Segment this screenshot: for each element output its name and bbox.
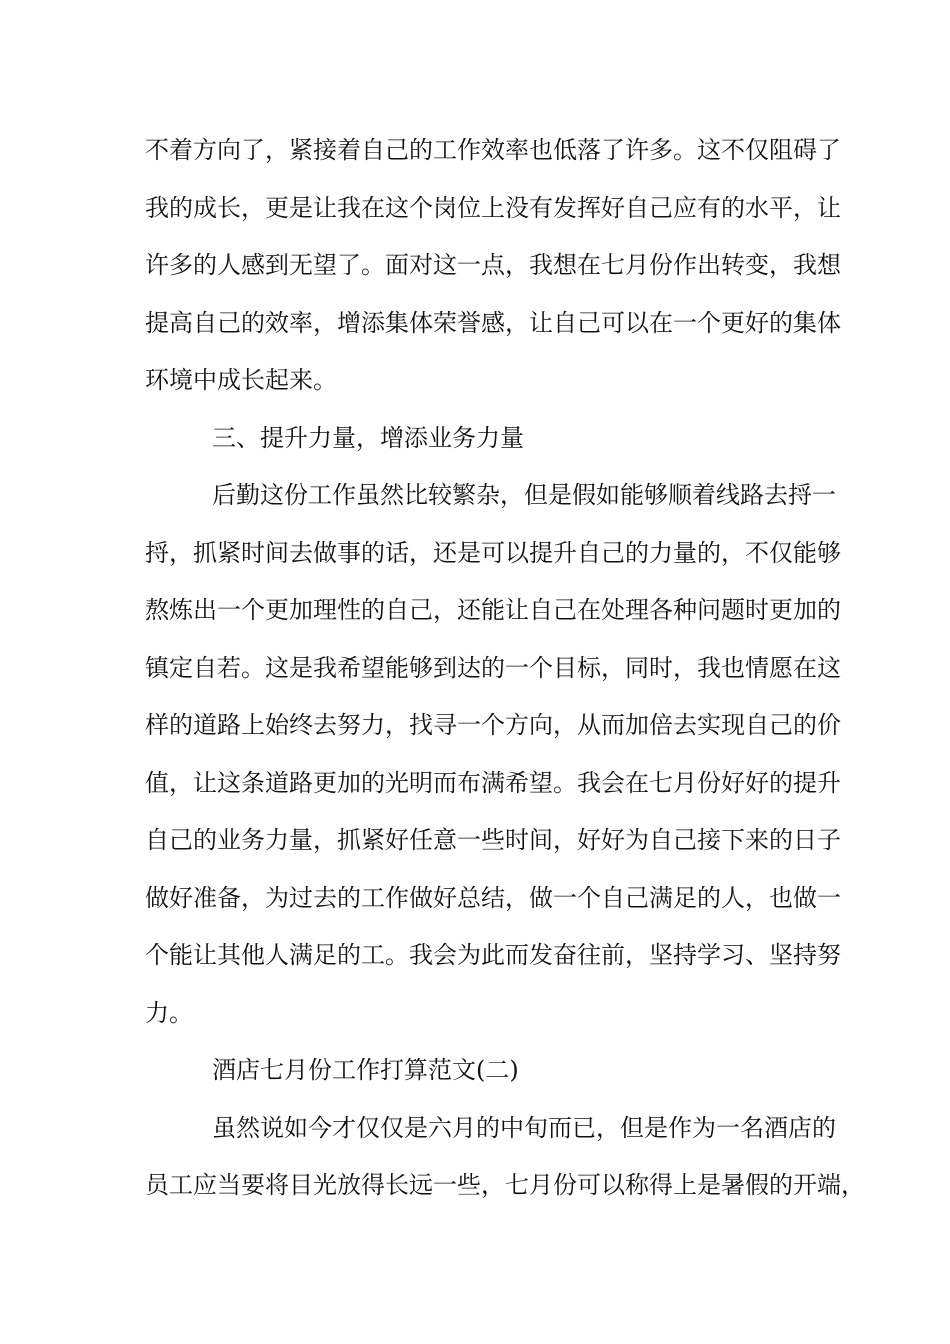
- paragraph-line: 个能让其他人满足的工。我会为此而发奋往前，坚持学习、坚持努: [145, 941, 841, 969]
- paragraph-line: 员工应当要将目光放得长远一些，七月份可以称得上是暑假的开端，: [145, 1171, 865, 1199]
- paragraph-line: 捋，抓紧时间去做事的话，还是可以提升自己的力量的，不仅能够: [145, 539, 841, 567]
- paragraph-line: 镇定自若。这是我希望能够到达的一个目标，同时，我也情愿在这: [145, 654, 841, 682]
- section-heading: 三、提升力量，增添业务力量: [212, 424, 524, 452]
- paragraph-line: 做好准备，为过去的工作做好总结，做一个自己满足的人，也做一: [145, 884, 841, 912]
- paragraph-line: 环境中成长起来。: [145, 366, 337, 394]
- paragraph-line: 虽然说如今才仅仅是六月的中旬而已，但是作为一名酒店的: [212, 1114, 836, 1142]
- paragraph-line: 样的道路上始终去努力，找寻一个方向，从而加倍去实现自己的价: [145, 711, 841, 739]
- paragraph-line: 提高自己的效率，增添集体荣誉感，让自己可以在一个更好的集体: [145, 309, 841, 337]
- paragraph-line: 许多的人感到无望了。面对这一点，我想在七月份作出转变，我想: [145, 251, 841, 279]
- paragraph-line: 后勤这份工作虽然比较繁杂，但是假如能够顺着线路去捋一: [212, 481, 836, 509]
- paragraph-line: 值，让这条道路更加的光明而布满希望。我会在七月份好好的提升: [145, 769, 841, 797]
- paragraph-line: 力。: [145, 999, 193, 1027]
- paragraph-line: 熬炼出一个更加理性的自己，还能让自己在处理各种问题时更加的: [145, 596, 841, 624]
- paragraph-line: 我的成长，更是让我在这个岗位上没有发挥好自己应有的水平，让: [145, 194, 841, 222]
- document-title: 酒店七月份工作打算范文(二): [212, 1056, 519, 1084]
- paragraph-line: 自己的业务力量，抓紧好任意一些时间，好好为自己接下来的日子: [145, 826, 841, 854]
- paragraph-line: 不着方向了，紧接着自己的工作效率也低落了许多。这不仅阻碍了: [145, 136, 841, 164]
